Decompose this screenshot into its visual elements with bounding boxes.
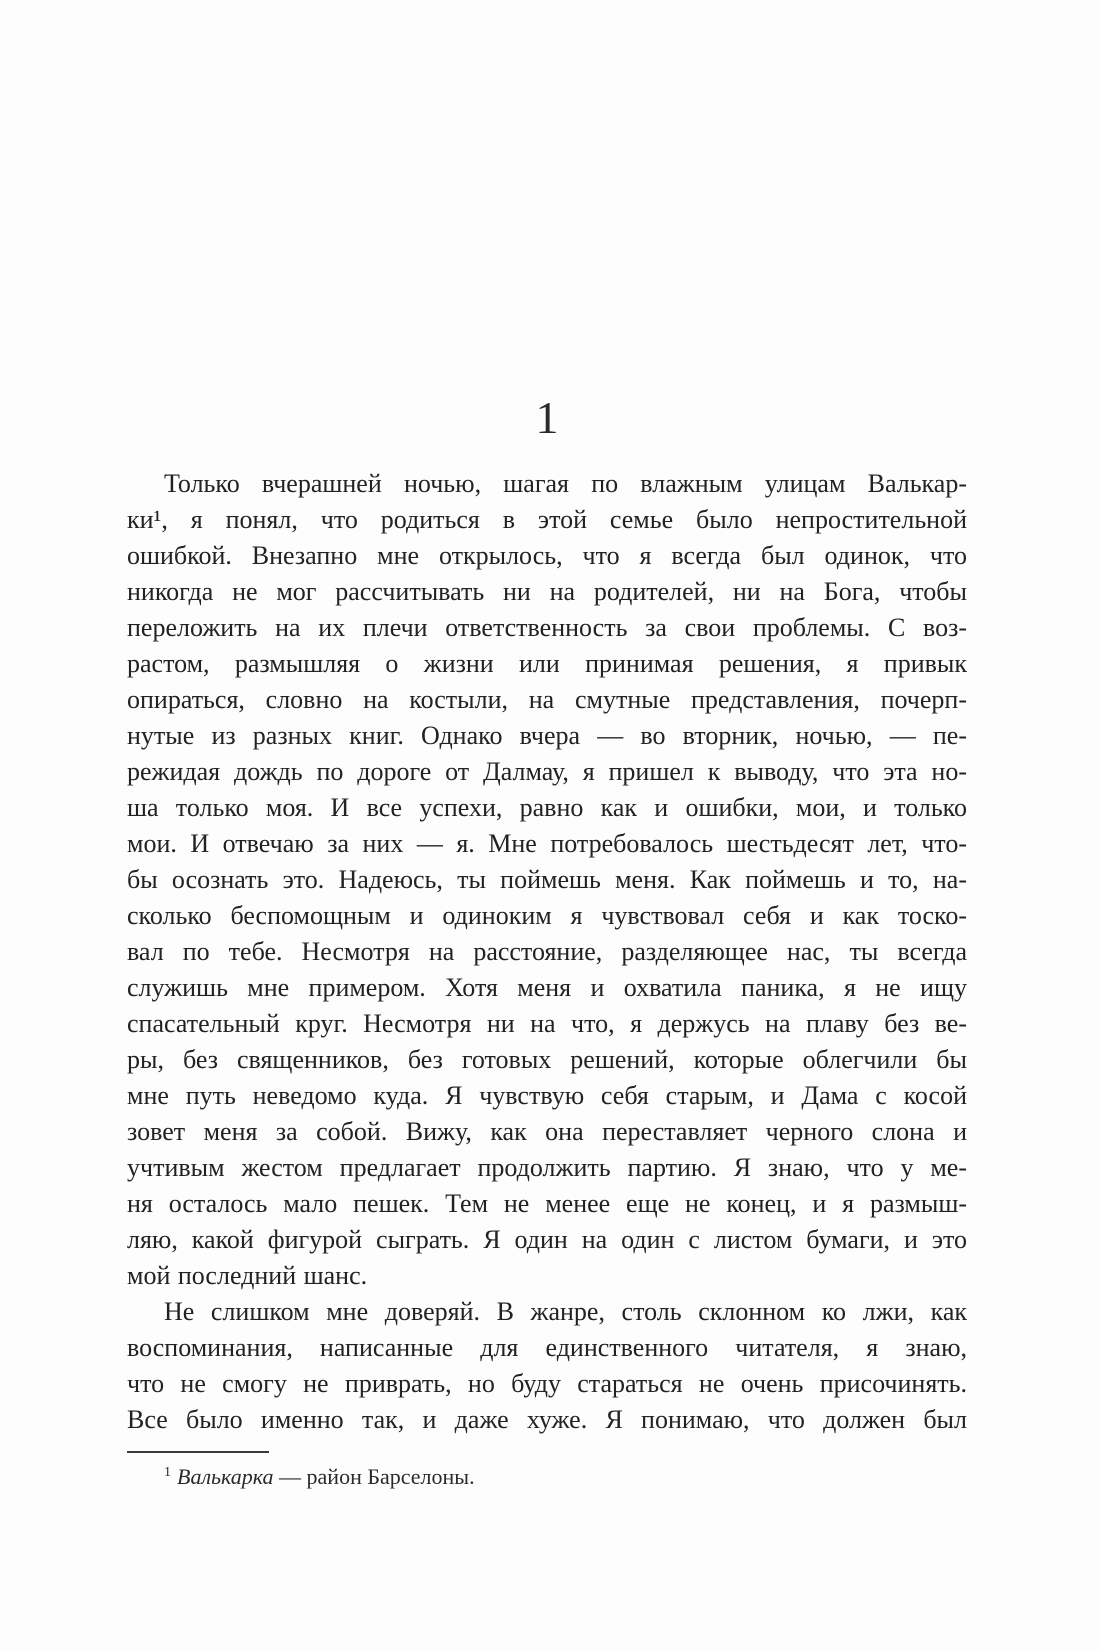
footnote-text: — район Барселоны. <box>279 1464 475 1489</box>
text-line: ры, без священников, без готовых решений, которые облегчили бы <box>127 1045 967 1074</box>
footnote-term: Валькарка <box>177 1464 274 1489</box>
text-line: Все было именно так, и даже хуже. Я понимаю, что должен был <box>127 1405 967 1434</box>
text-line: ошибкой. Внезапно мне открылось, что я всегда был одинок, что <box>127 541 967 570</box>
text-line: сколько беспомощным и одиноким я чувствовал себя и как тоско- <box>127 901 967 930</box>
text-line: опираться, словно на костыли, на смутные представления, почерп- <box>127 685 967 714</box>
body-text <box>127 466 967 1438</box>
text-line: воспоминания, написанные для единственного читателя, я знаю, <box>127 1333 967 1362</box>
footnote <box>127 1462 967 1492</box>
text-line: зовет меня за собой. Вижу, как она переставляет черного слона и <box>127 1117 967 1146</box>
text-line: ня осталось мало пешек. Тем не менее еще не конец, и я размыш- <box>127 1189 967 1218</box>
text-line: переложить на их плечи ответственность за свои проблемы. С воз- <box>127 613 967 642</box>
chapter-number: 1 <box>535 392 559 443</box>
text-line: ляю, какой фигурой сыграть. Я один на один с листом бумаги, и это <box>127 1225 967 1254</box>
text-line: ша только моя. И все успехи, равно как и ошибки, мои, и только <box>127 793 967 822</box>
text-line: что не смогу не приврать, но буду стараться не очень присочинять. <box>127 1369 967 1398</box>
text-line: мои. И отвечаю за них — я. Мне потребовалось шестьдесят лет, что- <box>127 829 967 858</box>
text-line: мне путь неведомо куда. Я чувствую себя старым, и Дама с косой <box>127 1081 967 1110</box>
text-block <box>127 390 967 1492</box>
footnote-divider <box>127 1451 269 1453</box>
footnote-marker: 1 <box>164 1464 171 1480</box>
text-line: режидая дождь по дороге от Далмау, я пришел к выводу, что эта но- <box>127 757 967 786</box>
text-line: служишь мне примером. Хотя меня и охватила паника, я не ищу <box>127 973 967 1002</box>
text-line: ки¹, я понял, что родиться в этой семье было непростительной <box>127 505 967 534</box>
paragraph <box>127 1294 967 1438</box>
text-line: растом, размышляя о жизни или принимая решения, я привык <box>127 649 967 678</box>
text-line: спасательный круг. Несмотря ни на что, я держусь на плаву без ве- <box>127 1009 967 1038</box>
text-line: никогда не мог рассчитывать ни на родителей, ни на Бога, чтобы <box>127 577 967 606</box>
text-line: Не слишком мне доверяй. В жанре, столь склонном ко лжи, как <box>164 1297 967 1326</box>
text-line: Только вчерашней ночью, шагая по влажным улицам Валькар- <box>164 469 967 498</box>
text-line: учтивым жестом предлагает продолжить партию. Я знаю, что у ме- <box>127 1153 967 1182</box>
text-line: вал по тебе. Несмотря на расстояние, разделяющее нас, ты всегда <box>127 937 967 966</box>
text-line: нутые из разных книг. Однако вчера — во вторник, ночью, — пе- <box>127 721 967 750</box>
text-line: бы осознать это. Надеюсь, ты поймешь меня. Как поймешь и то, на- <box>127 865 967 894</box>
text-line: мой последний шанс. <box>127 1261 368 1290</box>
paragraph <box>127 466 967 1294</box>
